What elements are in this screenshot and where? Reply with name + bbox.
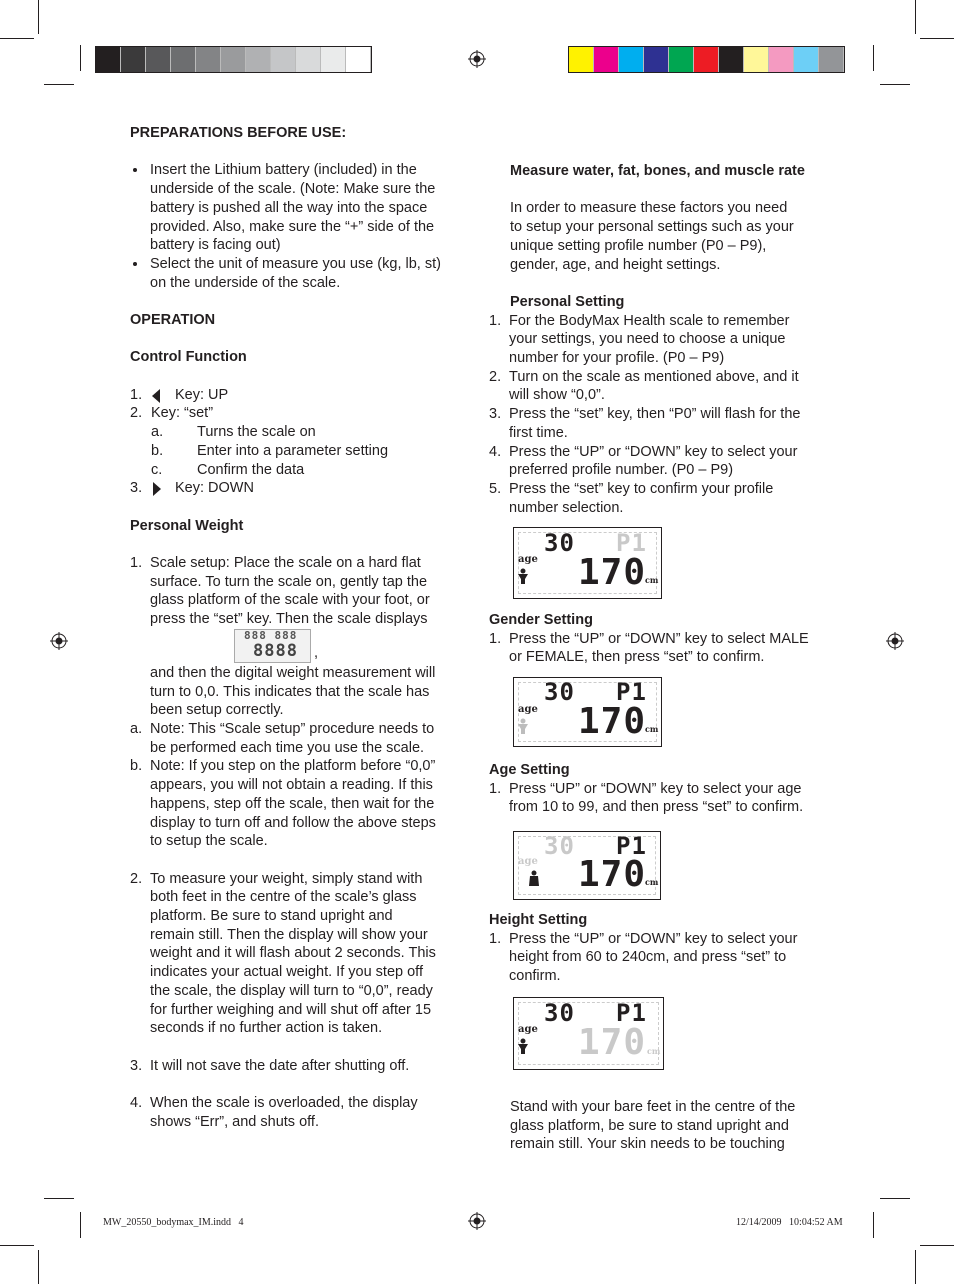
control-sub-item <box>130 423 470 442</box>
lcd-height-value: 170 <box>578 1022 647 1063</box>
lcd-display-profile <box>513 527 662 599</box>
text-line: glass platform of the scale with your foot, or <box>150 592 430 609</box>
list-number: 1. <box>489 930 502 947</box>
bullet-text-line: underside of the scale. (Note: Make sure the <box>150 181 436 198</box>
registration-mark-icon <box>50 632 68 650</box>
crop-mark <box>915 0 916 34</box>
control-item-text: Key: “set” <box>151 405 214 422</box>
weight-step-2 <box>130 870 470 1038</box>
bullet-text-line: provided. Also, make sure the “+” side of the <box>150 218 435 235</box>
age-section <box>489 761 834 817</box>
weight-step-4 <box>130 1094 470 1131</box>
list-number: 4. <box>489 443 502 460</box>
text-line: Press the “UP” or “DOWN” key to select MALE <box>509 630 809 647</box>
crop-mark <box>38 0 39 34</box>
down-key-right-arrow-icon <box>152 482 162 496</box>
control-sub-text: Confirm the data <box>197 461 305 478</box>
bullet-text-line: Insert the Lithium battery (included) in the <box>150 162 417 179</box>
measure-intro <box>489 199 834 274</box>
list-letter: c. <box>151 461 163 478</box>
color-swatch <box>321 47 346 72</box>
control-sub-list <box>130 423 470 479</box>
color-swatch <box>221 47 246 72</box>
text-line: indicates your actual weight. If you step off <box>150 964 423 981</box>
personal-setting-step <box>489 443 834 480</box>
bullet-text <box>130 161 470 255</box>
text-line: glass platform, be sure to stand upright and <box>510 1117 789 1134</box>
text-line: Scale setup: Place the scale on a hard flat <box>150 555 421 572</box>
control-item-set <box>130 404 470 423</box>
lcd-unit-label: cm <box>645 575 659 585</box>
footer-file-name: MW_20550_bodymax_IM.indd 4 <box>103 1217 244 1228</box>
weight-step-3-text <box>130 1057 470 1076</box>
personal-step-text <box>489 405 834 442</box>
control-sub-text: Enter into a parameter setting <box>197 442 389 459</box>
bullet-item <box>130 255 470 292</box>
control-item-text: Key: DOWN <box>175 480 254 497</box>
personal-step-text <box>489 312 834 368</box>
bullet-text-line: battery is facing out) <box>150 237 281 254</box>
text-line: turn to 0,0. This indicates that the scale has <box>150 683 430 700</box>
text-line: happens, step off the scale, then wait for the <box>150 795 435 812</box>
text-line: seconds if no further action is taken. <box>150 1020 383 1037</box>
personal-setting-heading: Personal Setting <box>510 293 625 310</box>
crop-mark <box>44 84 74 85</box>
color-swatch <box>96 47 121 72</box>
text-line: Press the “UP” or “DOWN” key to select your <box>509 930 798 947</box>
list-number: 2. <box>130 870 143 887</box>
bullet-text-line: battery is pushed all the way into the space <box>150 199 428 216</box>
up-key-left-arrow-icon <box>151 389 161 403</box>
lcd-height-value: 170 <box>578 552 647 593</box>
weight-step-2-text <box>130 870 470 1038</box>
lcd-profile-value: P1 <box>616 678 647 706</box>
crop-mark <box>915 1250 916 1284</box>
text-line: It will not save the date after shutting off. <box>150 1057 410 1074</box>
lcd-profile-value: P1 <box>616 999 647 1027</box>
text-line: For the BodyMax Health scale to remember <box>509 312 790 329</box>
text-line: platform. Be sure to stand upright and <box>150 908 393 925</box>
mini-scale-display <box>234 629 311 663</box>
personal-weight-heading: Personal Weight <box>130 517 244 534</box>
text-line: first time. <box>509 424 568 441</box>
color-swatch <box>644 47 669 72</box>
list-letter: a. <box>151 424 164 441</box>
lcd-unit-label: cm <box>645 724 659 734</box>
text-line: height from 60 to 240cm, and press “set” to <box>509 949 787 966</box>
lcd-age-value: 30 <box>544 529 575 557</box>
grayscale-color-bar <box>95 46 372 73</box>
text-line: weight and it will flash about 2 seconds. This <box>150 945 436 962</box>
color-swatch <box>569 47 594 72</box>
list-number: 1. <box>489 780 502 797</box>
text-line: Note: This “Scale setup” procedure needs to <box>150 721 435 737</box>
color-swatch <box>669 47 694 72</box>
lcd-profile-value: P1 <box>616 832 647 860</box>
bullet-dot <box>133 262 137 266</box>
text-line: the scale, the display will turn to “0,0”, ready <box>150 982 433 999</box>
text-line: number for your profile. (P0 – P9) <box>509 350 725 366</box>
color-swatch <box>196 47 221 72</box>
process-color-bar <box>568 46 845 73</box>
registration-mark-icon <box>468 1212 486 1230</box>
list-number: 1. <box>489 630 502 647</box>
lcd-age-value: 30 <box>544 999 575 1027</box>
crop-mark <box>880 84 910 85</box>
weight-step-4-text <box>130 1094 470 1131</box>
color-swatch <box>171 47 196 72</box>
text-line: To measure your weight, simply stand with <box>150 870 423 887</box>
stand-instructions <box>510 1098 840 1154</box>
color-swatch <box>146 47 171 72</box>
text-line: Press “UP” or “DOWN” key to select your age <box>509 780 802 797</box>
lcd-age-label: age <box>518 704 538 715</box>
text-line: gender, age, and height settings. <box>510 256 721 273</box>
lcd-display-height <box>513 997 664 1070</box>
gender-step-1 <box>489 630 834 667</box>
person-icon <box>517 1038 529 1054</box>
color-swatch <box>744 47 769 72</box>
weight-step-1-text <box>130 554 470 629</box>
text-line: confirm. <box>509 968 561 985</box>
bullet-text-line: on the underside of the scale. <box>150 274 341 291</box>
text-line: unique setting profile number (P0 – P9), <box>510 237 767 254</box>
text-line: Press the “set” key to confirm your profile <box>509 480 774 497</box>
color-swatch <box>819 47 844 72</box>
text-line: When the scale is overloaded, the display <box>150 1095 418 1112</box>
text-line: Note: If you step on the platform before “0,0” <box>150 758 436 775</box>
control-sub-item <box>130 442 470 461</box>
color-swatch <box>594 47 619 72</box>
crop-mark <box>880 1198 910 1199</box>
height-step-text <box>489 930 834 986</box>
crop-mark <box>873 1212 874 1238</box>
lcd-age-label: age <box>518 554 538 565</box>
weight-note-a <box>130 720 470 757</box>
text-line: number selection. <box>509 499 624 516</box>
height-section <box>489 911 834 986</box>
bullet-text <box>130 255 470 292</box>
list-number: 3. <box>130 480 143 497</box>
mini-display-bottom-segments: 8888 <box>253 640 298 661</box>
person-icon <box>517 568 529 584</box>
color-swatch <box>619 47 644 72</box>
crop-mark <box>920 1245 954 1246</box>
text-line: both feet in the centre of the scale’s glass <box>150 889 417 906</box>
control-function-heading: Control Function <box>130 349 247 366</box>
measure-heading: Measure water, fat, bones, and muscle rate <box>510 163 805 179</box>
personal-setting-list <box>489 312 834 518</box>
height-heading: Height Setting <box>489 912 588 928</box>
crop-mark <box>0 1245 34 1246</box>
list-number: 1. <box>130 386 143 403</box>
weight-note-a-text <box>130 720 470 757</box>
lcd-profile-value: P1 <box>616 529 647 557</box>
text-line: appears, you will not obtain a reading. If this <box>150 777 433 794</box>
age-heading: Age Setting <box>489 762 570 778</box>
lcd-age-value: 30 <box>544 832 575 860</box>
text-line: to setup your personal settings such as your <box>510 219 794 236</box>
footer-timestamp: 12/14/2009 10:04:52 AM <box>736 1217 843 1228</box>
crop-mark <box>873 45 874 71</box>
weight-note-b <box>130 757 470 851</box>
crop-mark <box>38 1250 39 1284</box>
list-number: 4. <box>130 1095 143 1112</box>
text-line: your settings, you need to choose a unique <box>509 331 786 348</box>
lcd-height-value: 170 <box>578 701 647 742</box>
color-swatch <box>121 47 146 72</box>
color-swatch <box>794 47 819 72</box>
prep-bullet-list <box>130 161 470 292</box>
list-number: 3. <box>489 406 502 423</box>
crop-mark <box>0 38 34 39</box>
list-number: 2. <box>130 405 143 422</box>
color-swatch <box>271 47 296 72</box>
text-line: display to turn off and follow the above steps <box>150 814 436 831</box>
scale-display-row <box>130 629 470 664</box>
text-line: for further weighing and will shut off after 15 <box>150 1001 432 1018</box>
person-icon <box>517 718 529 734</box>
lcd-display-gender <box>513 677 662 747</box>
person-icon <box>528 870 540 886</box>
text-line: be performed each time you use the scale. <box>150 739 425 756</box>
personal-setting-step <box>489 405 834 442</box>
age-step-text <box>489 780 834 817</box>
text-line: In order to measure these factors you need <box>510 200 788 217</box>
lcd-age-label: age <box>518 1024 538 1035</box>
color-swatch <box>346 47 371 72</box>
list-number: 1. <box>130 555 143 572</box>
preparations-heading: PREPARATIONS BEFORE USE: <box>130 125 347 141</box>
comma: , <box>314 644 319 661</box>
color-swatch <box>769 47 794 72</box>
gender-heading: Gender Setting <box>489 612 593 628</box>
personal-setting-step <box>489 312 834 368</box>
personal-setting-step <box>489 368 834 405</box>
control-sub-item <box>130 461 470 480</box>
text-line: remain still. Your skin needs to be touching <box>510 1136 785 1153</box>
age-step-1 <box>489 780 834 817</box>
text-line: shows “Err”, and shuts off. <box>150 1113 319 1130</box>
lcd-age-label: age <box>518 856 538 867</box>
control-sub-text: Turns the scale on <box>197 424 316 441</box>
personal-setting-step <box>489 480 834 517</box>
list-number: 2. <box>489 368 502 385</box>
crop-mark <box>44 1198 74 1199</box>
list-letter: b. <box>130 758 143 775</box>
left-column <box>130 124 470 1131</box>
right-column <box>489 162 834 517</box>
bullet-text-line: Select the unit of measure you use (kg, lb, st) <box>150 255 441 272</box>
weight-note-b-text <box>130 757 470 851</box>
text-line: press the “set” key. Then the scale displays <box>150 611 428 628</box>
control-item-down <box>130 479 470 498</box>
lcd-display-age <box>513 831 661 900</box>
text-line: and then the digital weight measurement will <box>150 664 436 681</box>
personal-step-text <box>489 480 834 517</box>
lcd-age-value: 30 <box>544 678 575 706</box>
list-letter: a. <box>130 721 143 737</box>
text-line: remain still. Then the display will show your <box>150 926 428 943</box>
height-step-1 <box>489 930 834 986</box>
weight-step-1 <box>130 554 470 720</box>
weight-step-1-after <box>130 664 470 720</box>
color-swatch <box>719 47 744 72</box>
text-line: Press the “UP” or “DOWN” key to select your <box>509 443 798 460</box>
list-number: 5. <box>489 480 502 497</box>
bullet-item <box>130 161 470 255</box>
text-line: from 10 to 99, and then press “set” to confirm. <box>509 799 804 816</box>
list-letter: b. <box>151 442 164 459</box>
personal-step-text <box>489 368 834 405</box>
control-item-up <box>130 386 470 405</box>
weight-step-3 <box>130 1057 470 1076</box>
operation-heading: OPERATION <box>130 312 216 328</box>
crop-mark <box>80 1212 81 1238</box>
text-line: Turn on the scale as mentioned above, and it <box>509 368 799 385</box>
gender-step-text <box>489 630 834 667</box>
text-line: Press the “set” key, then “P0” will flash for the <box>509 406 801 423</box>
personal-step-text <box>489 443 834 480</box>
color-swatch <box>694 47 719 72</box>
mini-display-top-segments: 888 888 <box>244 628 298 642</box>
text-line: to setup the scale. <box>150 833 268 850</box>
list-number: 3. <box>130 1057 143 1074</box>
registration-mark-icon <box>468 50 486 68</box>
color-swatch <box>246 47 271 72</box>
text-line: will show “0,0”. <box>509 387 605 404</box>
lcd-height-value: 170 <box>578 854 647 895</box>
control-item-text: Key: UP <box>175 386 229 403</box>
text-line: Stand with your bare feet in the centre of the <box>510 1099 796 1115</box>
crop-mark <box>80 45 81 71</box>
color-swatch <box>296 47 321 72</box>
text-line: or FEMALE, then press “set” to confirm. <box>509 649 765 666</box>
gender-section <box>489 611 834 667</box>
registration-mark-icon <box>886 632 904 650</box>
lcd-unit-label: cm <box>645 877 659 887</box>
text-line: surface. To turn the scale on, gently tap the <box>150 573 428 590</box>
text-line: been setup correctly. <box>150 702 284 719</box>
crop-mark <box>920 38 954 39</box>
text-line: preferred profile number. (P0 – P9) <box>509 462 734 479</box>
list-number: 1. <box>489 312 502 329</box>
lcd-unit-label: cm <box>647 1046 661 1056</box>
